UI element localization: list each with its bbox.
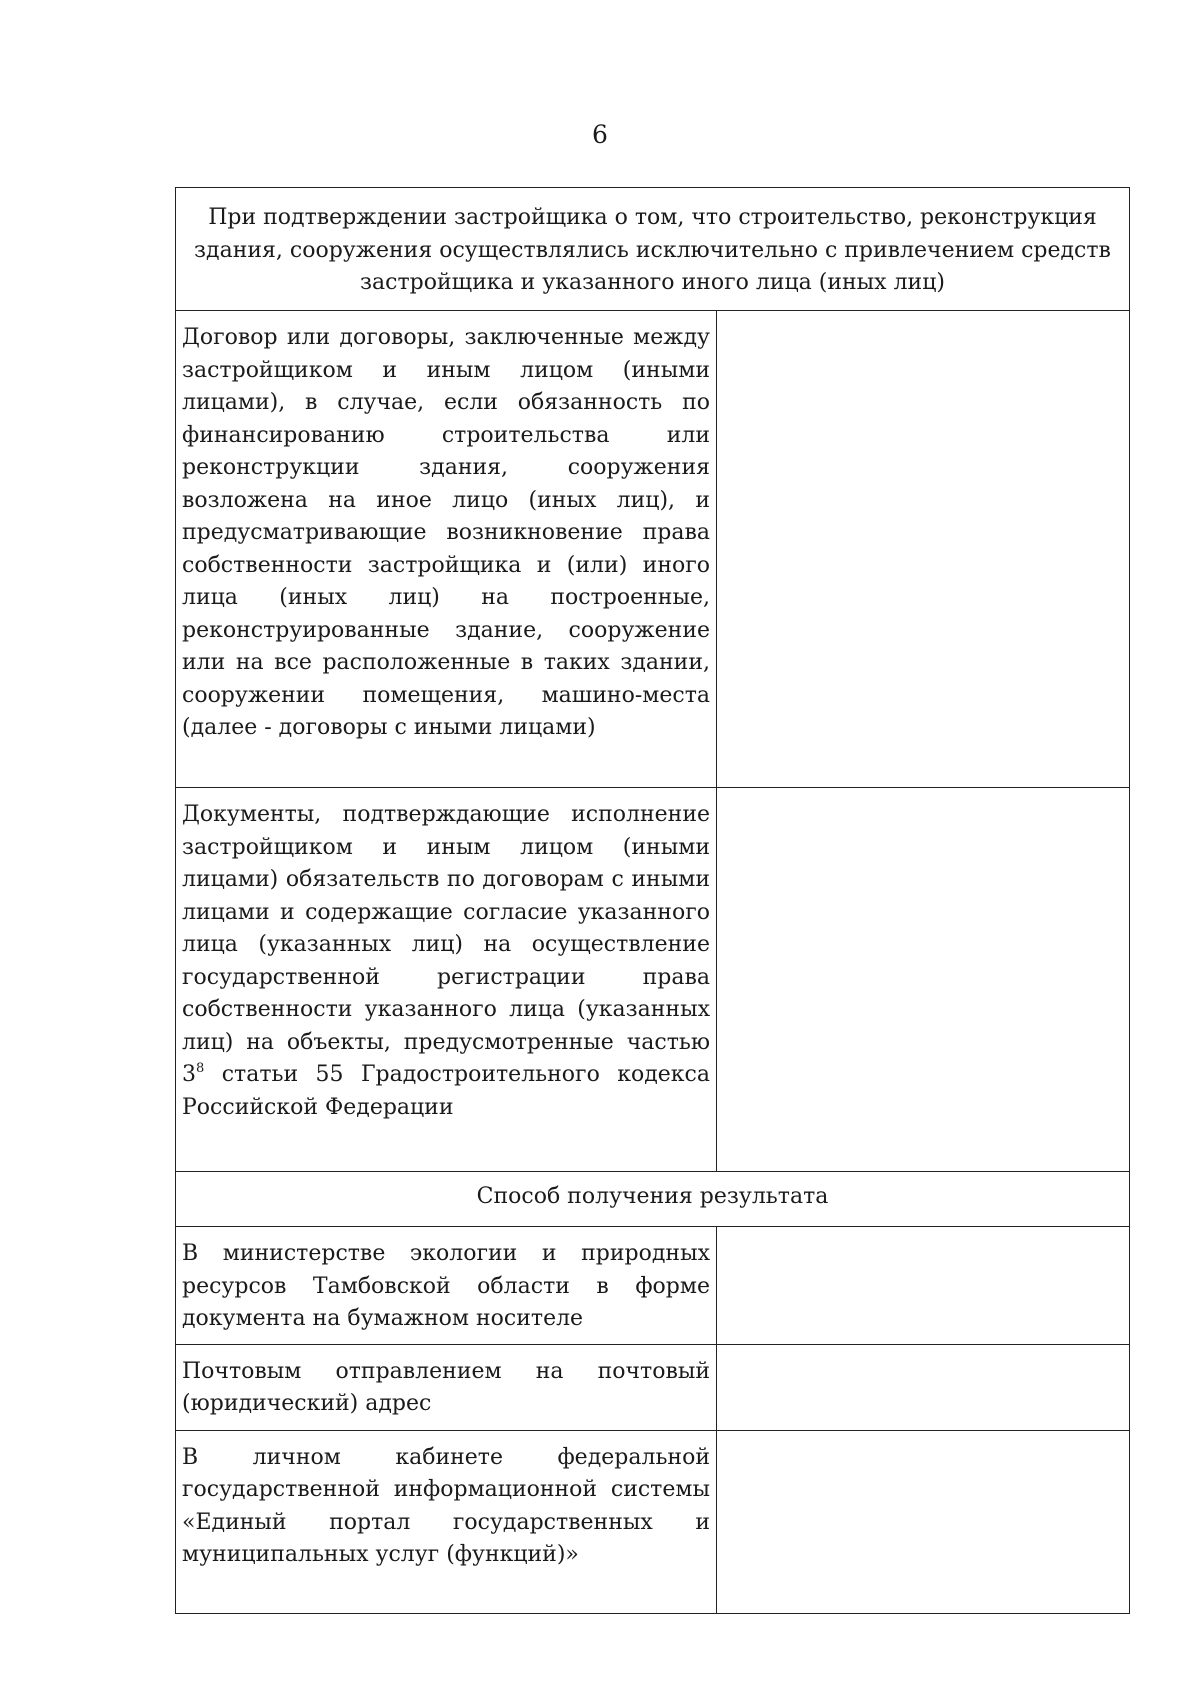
confirmation-documents-value-cell[interactable]	[717, 788, 1130, 1172]
confirmation-documents-label-cell	[176, 788, 717, 1172]
superscript-8: 8	[196, 1061, 205, 1076]
section-title-text: Способ получения результата	[476, 1184, 829, 1209]
contracts-label-text: Договор или договоры, заключенные между застройщиком и иным лицом (иными лицами), в случае, если обязанность по финансированию строительства или реконструкции здания, сооружения возложена на иное лицо (иных лиц), и предусматривающие возникновение права собственности застройщика и (или) иного лица (иных лиц) на построенные, реконструированные здание, сооружение или на все расположенные в таких здании, сооружении помещения, машино-места (далее - договоры с иными лицами)	[182, 325, 710, 740]
gosuslugi-cabinet-value-cell[interactable]	[717, 1430, 1130, 1613]
section-title-cell	[176, 1172, 1130, 1227]
table-row-postal-delivery	[176, 1344, 1130, 1430]
postal-delivery-text: Почтовым отправлением на почтовый (юридический) адрес	[182, 1358, 710, 1416]
contracts-label-cell	[176, 311, 717, 788]
table-row-contracts	[176, 311, 1130, 788]
table-row-section-title	[176, 1172, 1130, 1227]
gosuslugi-cabinet-label-cell	[176, 1430, 717, 1613]
paper-document-value-cell[interactable]	[717, 1227, 1130, 1345]
paper-document-text: В министерстве экологии и природных ресурсов Тамбовской области в форме документа на бумажном носителе	[182, 1241, 710, 1331]
table-row-gosuslugi-cabinet	[176, 1430, 1130, 1613]
page-number: 6	[592, 120, 608, 149]
confirmation-documents-text-tail: статьи 55 Градостроительного кодекса Российской Федерации	[182, 1062, 710, 1120]
header-note-text: При подтверждении застройщика о том, что строительство, реконструкция здания, сооружения осуществлялись исключительно с привлечением средств застройщика и указанного иного лица (иных лиц)	[194, 205, 1111, 295]
table-row-confirmation-documents	[176, 788, 1130, 1172]
table-row-paper-document	[176, 1227, 1130, 1345]
gosuslugi-cabinet-text: В личном кабинете федеральной государственной информационной системы «Единый портал государственных и муниципальных услуг (функций)»	[182, 1444, 710, 1567]
table-row-header-note	[176, 188, 1130, 311]
header-note-cell	[176, 188, 1130, 311]
postal-delivery-label-cell	[176, 1344, 717, 1430]
contracts-value-cell[interactable]	[717, 311, 1130, 788]
paper-document-label-cell	[176, 1227, 717, 1345]
confirmation-documents-text: Документы, подтверждающие исполнение застройщиком и иным лицом (иными лицами) обязательств по договорам с иными лицами и содержащие согласие указанного лица (указанных лиц) на осуществление государственной регистрации права собственности указанного лица (указанных лиц) на объекты, предусмотренные частью 3	[182, 802, 710, 1087]
document-table	[175, 187, 1130, 1614]
postal-delivery-value-cell[interactable]	[717, 1344, 1130, 1430]
